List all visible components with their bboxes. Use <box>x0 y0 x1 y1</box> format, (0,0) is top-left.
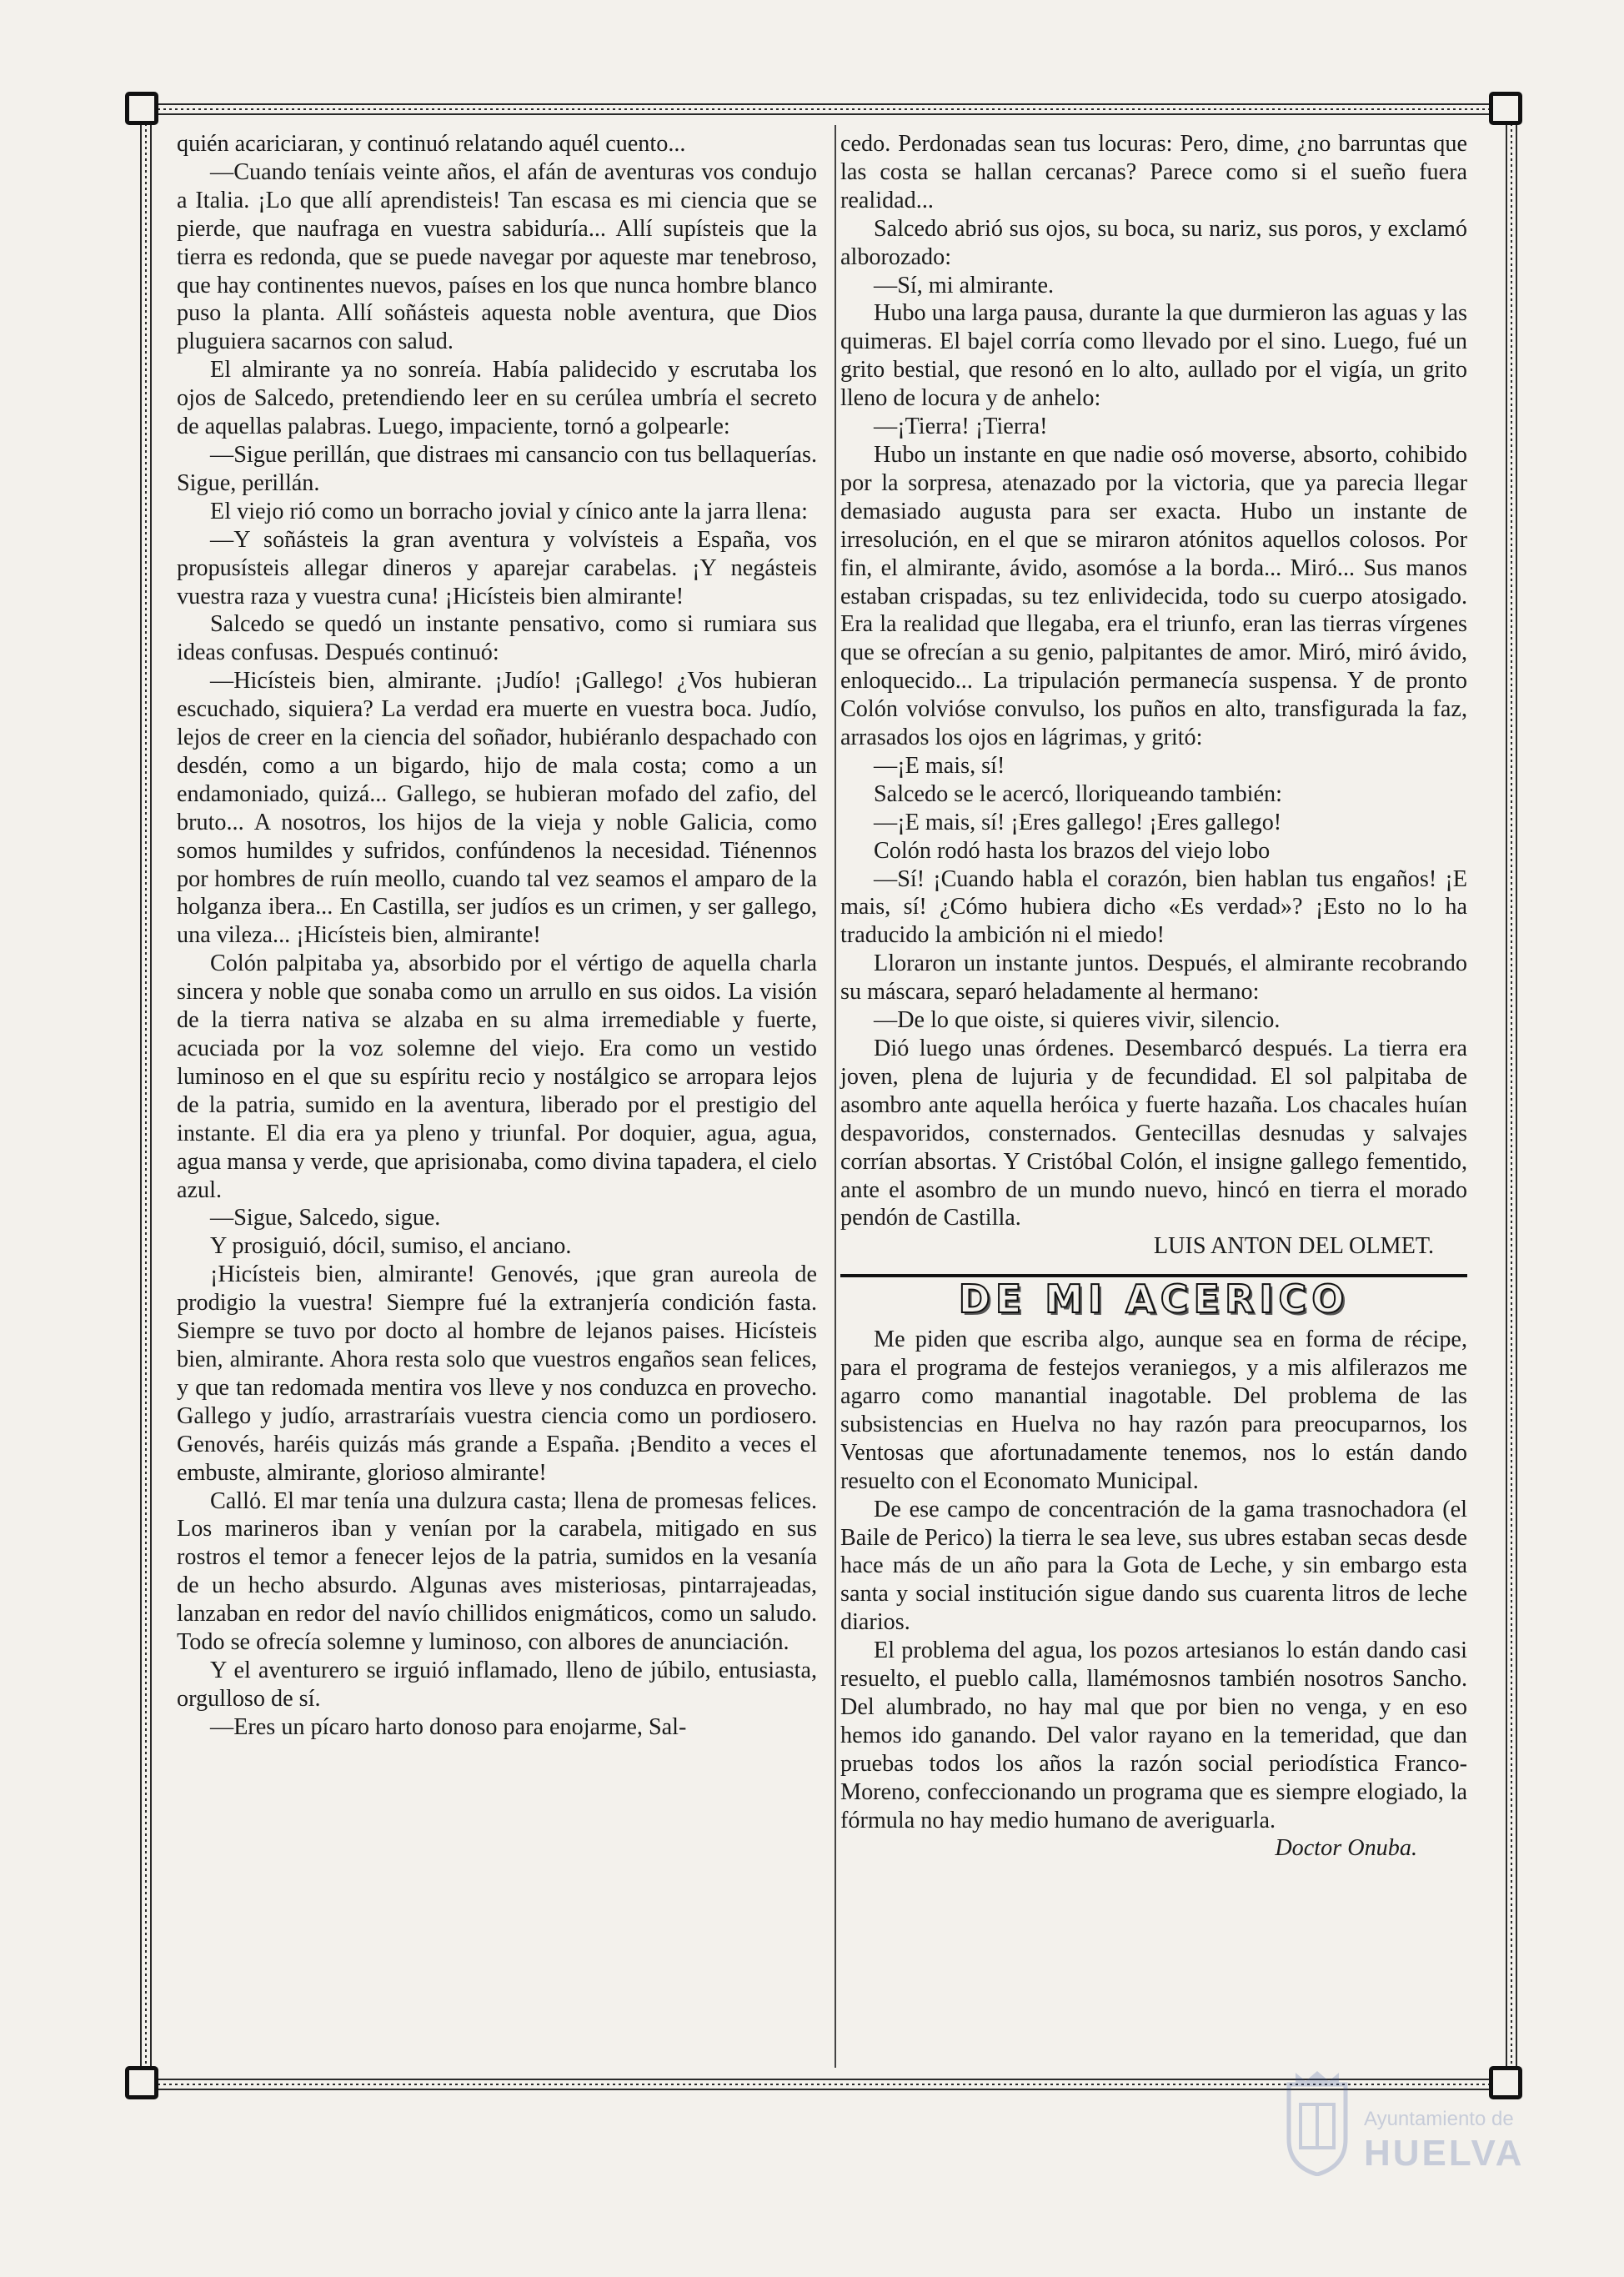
frame-corner-top-right <box>1489 92 1522 125</box>
city-shield-icon <box>1284 2068 1351 2176</box>
archive-watermark <box>1284 2059 1534 2201</box>
article-author: LUIS ANTON DEL OLMET. <box>1153 1233 1434 1260</box>
watermark-line1: Ayuntamiento de <box>1364 2108 1514 2130</box>
paragraph: Salcedo se quedó un instante pensativo, como si rumiara sus ideas confusas. Después continuó: <box>177 611 817 666</box>
paragraph: ¡Hicísteis bien, almirante! Genovés, ¡que gran aureola de prodigio la vuestra! Siempre fué la extranjería condición fasta. Siempre se tuvo por docto al hombre de lejanos paises. Hicísteis bien, almirante. Ahora resta solo que vuestros engaños sean felices, y que tan redomada mentira vos lleve y nos conduzca en provecho. Gallego y judío, arrastraríais vuestra ciencia como un pordiosero. Genovés, haréis quizás más grande a España. ¡Bendito a veces el embuste, almirante, glorioso almirante! <box>177 1261 817 1486</box>
paragraph: cedo. Perdonadas sean tus locuras: Pero, dime, ¿no barruntas que las costa se hallan cercanas? Parece como si el sueño fuera realidad... <box>840 131 1467 213</box>
frame-corner-top-left <box>125 92 158 125</box>
paragraph: Salcedo se le acercó, lloriqueando también: <box>874 780 1282 807</box>
paragraph: El almirante ya no sonreía. Había palidecido y escrutaba los ojos de Salcedo, pretendiendo leer en su cerúlea umbría el secreto de aquellas palabras. Luego, impaciente, tornó a golpearle: <box>177 357 817 440</box>
paragraph: —Cuando teníais veinte años, el afán de aventuras vos condujo a Italia. ¡Lo que allí aprendisteis! Tan escasa es mi ciencia que se pierde, que naufraga en vuestra sabiduría... Allí supísteis que la tierra es redonda, que se puede navegar por aqueste mar tenebroso, que hay continentes nuevos, países en los que nunca hombre blanco puso la planta. Allí soñásteis aquesta noble aventura, que Dios pluguiera sacarnos con salud. <box>177 158 817 355</box>
paragraph: quién acariciaran, y continuó relatando aquél cuento... <box>177 131 686 157</box>
paragraph: —Sí! ¡Cuando habla el corazón, bien hablan tus engaños! ¡E mais, sí! ¿Cómo hubiera dicho «Es verdad»? ¡Esto no lo ha traducido la ambición ni el miedo! <box>840 865 1467 949</box>
paragraph: Colón rodó hasta los brazos del viejo lobo <box>874 837 1271 864</box>
paragraph: Dió luego unas órdenes. Desembarcó después. La tierra era joven, plena de lujuria y de fecundidad. El sol palpitaba de asombro ante aquella heróica y fuerte hazaña. Los chacales huían despavoridos, consternados. Gentecillas desnudas y salvajes corrían absortas. Y Cristóbal Colón, el insigne gallego fementido, ante el asombro de un mundo nuevo, hincó en tierra el morado pendón de Castilla. <box>840 1036 1467 1231</box>
watermark-line2: HUELVA <box>1364 2133 1525 2174</box>
paragraph: —Y soñásteis la gran aventura y volvísteis a España, vos propusísteis allegar dineros y aparejar carabelas. ¡Y negásteis vuestra raza y vuestra cuna! ¡Hicísteis bien almirante! <box>177 526 817 609</box>
paragraph: Salcedo abrió sus ojos, su boca, su nariz, sus poros, y exclamó alborozado: <box>840 215 1467 270</box>
paragraph: Me piden que escriba algo, aunque sea en forma de récipe, para el programa de festejos veraniegos, y a mis alfilerazos me agarro como manantial inagotable. Del problema de las subsistencias en Huelva no hay razón para preocuparnos, los Ventosas que afortunadamente tenemos, nos lo están dando resuelto con el Economato Municipal. <box>840 1327 1467 1494</box>
paragraph: —Sigue, Salcedo, sigue. <box>210 1205 441 1231</box>
paragraph: Colón palpitaba ya, absorbido por el vértigo de aquella charla sincera y noble que sonaba como un arrullo en sus oidos. La visión de la tierra nativa se alzaba en su alma irremediable y fuerte, acuciada por la voz solemne del viejo. Era como un vestido luminoso en el que su espíritu recio y nostálgico se arropara lejos de la patria, sumido en la aventura, liberado por el prestigio del instante. El dia era ya pleno y triunfal. Por doquier, agua, agua, agua mansa y verde, que aprisionaba, como divina tapadera, el cielo azul. <box>177 950 817 1203</box>
frame-left-border <box>140 123 152 2068</box>
paragraph: —Sí, mi almirante. <box>874 272 1055 298</box>
paragraph: —De lo que oiste, si quieres vivir, silencio. <box>874 1007 1281 1034</box>
frame-top-border <box>140 103 1514 115</box>
paragraph: Y prosiguió, dócil, sumiso, el anciano. <box>210 1233 572 1260</box>
frame-corner-bottom-left <box>125 2066 158 2099</box>
paragraph: —¡Tierra! ¡Tierra! <box>874 414 1048 440</box>
frame-right-border <box>1506 123 1517 2068</box>
section-signature: Doctor Onuba. <box>1275 1835 1417 1862</box>
paragraph: El problema del agua, los pozos artesianos lo están dando casi resuelto, el pueblo calla, llamémosnos también nosotros Sancho. Del alumbrado, no hay mal que por bien no venga, y en eso hemos ido ganando. Del valor rayano en la temeridad, que dan pruebas todos los años la razón social periodística Franco-Moreno, confeccionando un programa que es siempre elogiado, la fórmula no hay medio humano de averiguarla. <box>840 1638 1467 1833</box>
paragraph: —Eres un pícaro harto donoso para enojarme, Sal- <box>210 1713 687 1740</box>
paragraph: —¡E mais, sí! ¡Eres gallego! ¡Eres gallego! <box>874 809 1282 835</box>
paragraph: —Hicísteis bien, almirante. ¡Judío! ¡Gallego! ¿Vos hubieran escuchado, siquiera? La verdad era muerte en vuestra boca. Judío, lejos de creer en la ciencia del soñador, hubiéranlo despachado con desdén, como a un bigardo, hijo de mala costa; como a un endamoniado, quizá... Gallego, se hubieran mofado del zafio, del bruto... A nosotros, los hijos de la vieja y noble Galicia, como somos humildes y sufridos, confúndenos la necesidad. Tiénennos por hombres de ruín meollo, cuando tal vez seamos el amparo de la holganza ibera... En Castilla, ser judíos es un crimen, y ser gallego, una vileza... ¡Hicísteis bien, almirante! <box>177 668 817 949</box>
paragraph: —¡E mais, sí! <box>874 752 1005 779</box>
right-column <box>840 130 1467 1863</box>
paragraph: Hubo un instante en que nadie osó moverse, absorto, cohibido por la sorpresa, atenazado por la victoria, que ya parecia llegar demasiado augusta para ser exacta. Hubo un instante de irresolución, en el que se miraron atónitos aquellos colosos. Por fin, el almirante, ávido, asomóse a la borda... Miró... Sus manos estaban crispadas, su tez enlividecida, todo su cuerpo atosigado. Era la realidad que llegaba, era el triunfo, eran las tierras vírgenes que se ofrecían a su genio, palpitantes de amor. Miró, miró ávido, enloquecido... La tripulación permanecía suspensa. Y de pronto Colón volvióse convulso, los puños en alto, transfigurada la faz, arrasados los ojos en lágrimas, y gritó: <box>840 441 1467 751</box>
paragraph: Callό. El mar tenía una dulzura casta; llena de promesas felices. Los marineros iban y venían por la carabela, mitigado en sus rostros el temor a fenecer lejos de la patria, sumidos en la vesanía de un hecho absurdo. Algunas aves misteriosas, pintarrajeadas, lanzaban en redor del navío chillidos enigmáticos, como un saludo. Todo se ofrecía solemne y luminoso, con albores de anunciación. <box>177 1487 817 1656</box>
paragraph: De ese campo de concentración de la gama trasnochadora (el Baile de Perico) la tierra le sea leve, sus ubres estaban secas desde hace más de un año para la Gota de Leche, y sin embargo esta santa y social institución sigue dando sus cuarenta litros de leche diarios. <box>840 1496 1467 1636</box>
section-heading: DE MI ACERICO <box>958 1276 1350 1322</box>
paragraph: —Sigue perillán, que distraes mi cansancio con tus bellaquerías. Sigue, perillán. <box>177 441 817 496</box>
left-column <box>177 130 817 1742</box>
paragraph: Lloraron un instante juntos. Después, el almirante recobrando su máscara, separó heladamente al hermano: <box>840 950 1467 1006</box>
paragraph: Hubo una larga pausa, durante la que durmieron las aguas y las quimeras. El bajel corría como llevado por el sino. Luego, fué un grito bestial, que resonó en lo alto, aullado por el vigía, un grito lleno de locura y de anhelo: <box>840 300 1467 412</box>
paragraph: Y el aventurero se irguió inflamado, lleno de júbilo, entusiasta, orgulloso de sí. <box>177 1657 817 1712</box>
paragraph: El viejo rió como un borracho jovial y cínico ante la jarra llena: <box>210 498 808 524</box>
column-divider <box>835 125 836 2068</box>
